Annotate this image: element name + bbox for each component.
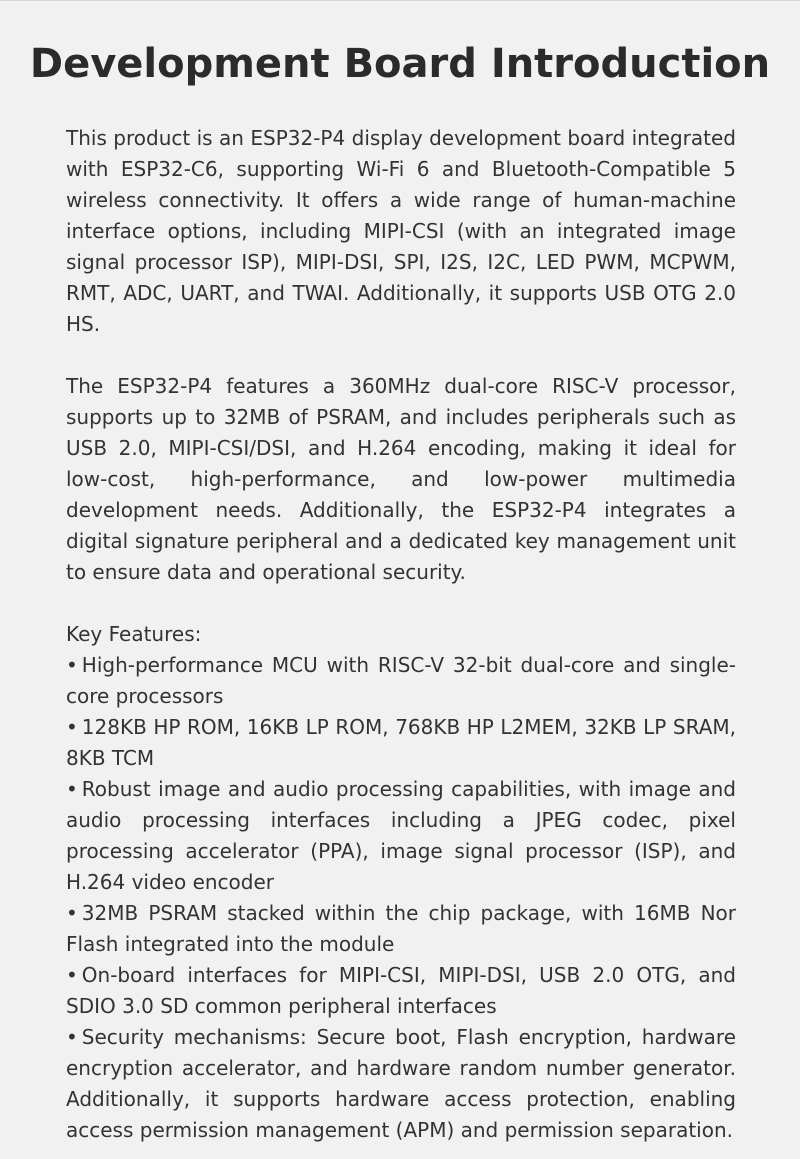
list-item <box>66 898 736 960</box>
bullet-icon: • <box>66 901 78 925</box>
feature-text: On-board interfaces for MIPI-CSI, MIPI-DSI, USB 2.0 OTG, and SDIO 3.0 SD common peripheral interfaces <box>66 963 736 1018</box>
feature-text: High-performance MCU with RISC-V 32-bit dual-core and single-core processors <box>66 653 736 708</box>
list-item <box>66 1022 736 1146</box>
feature-list <box>66 650 736 1146</box>
feature-text: 128KB HP ROM, 16KB LP ROM, 768KB HP L2MEM, 32KB LP SRAM, 8KB TCM <box>66 715 736 770</box>
feature-text: Robust image and audio processing capabilities, with image and audio processing interfaces including a JPEG codec, pixel processing accelerator (PPA), image signal processor (ISP), and H.264 video encoder <box>66 777 736 894</box>
feature-text: 32MB PSRAM stacked within the chip package, with 16MB Nor Flash integrated into the module <box>66 901 736 956</box>
list-item <box>66 774 736 898</box>
list-item <box>66 650 736 712</box>
key-features-heading: Key Features: <box>66 622 202 646</box>
bullet-icon: • <box>66 715 78 739</box>
bullet-icon: • <box>66 963 78 987</box>
bullet-icon: • <box>66 777 78 801</box>
list-item <box>66 960 736 1022</box>
page-title: Development Board Introduction <box>29 41 771 87</box>
content-body <box>66 123 736 1146</box>
intro-paragraph: This product is an ESP32-P4 display development board integrated with ESP32-C6, supporting Wi-Fi 6 and Bluetooth-Compatible 5 wireless connectivity. It offers a wide range of human-machine interface options, including MIPI-CSI (with an integrated image signal processor ISP), MIPI-DSI, SPI, I2S, I2C, LED PWM, MCPWM, RMT, ADC, UART, and TWAI. Additionally, it supports USB OTG 2.0 HS. <box>66 126 736 336</box>
processor-paragraph: The ESP32-P4 features a 360MHz dual-core RISC-V processor, supports up to 32MB of PSRAM, and includes peripherals such as USB 2.0, MIPI-CSI/DSI, and H.264 encoding, making it ideal for low-cost, high-performance, and low-power multimedia development needs. Additionally, the ESP32-P4 integrates a digital signature peripheral and a dedicated key management unit to ensure data and operational security. <box>66 374 736 584</box>
bullet-icon: • <box>66 653 78 677</box>
list-item <box>66 712 736 774</box>
bullet-icon: • <box>66 1025 78 1049</box>
feature-text: Security mechanisms: Secure boot, Flash encryption, hardware encryption accelerator, and hardware random number generator. Additionally, it supports hardware access protection, enabling access permission management (APM) and permission separation. <box>66 1025 736 1142</box>
